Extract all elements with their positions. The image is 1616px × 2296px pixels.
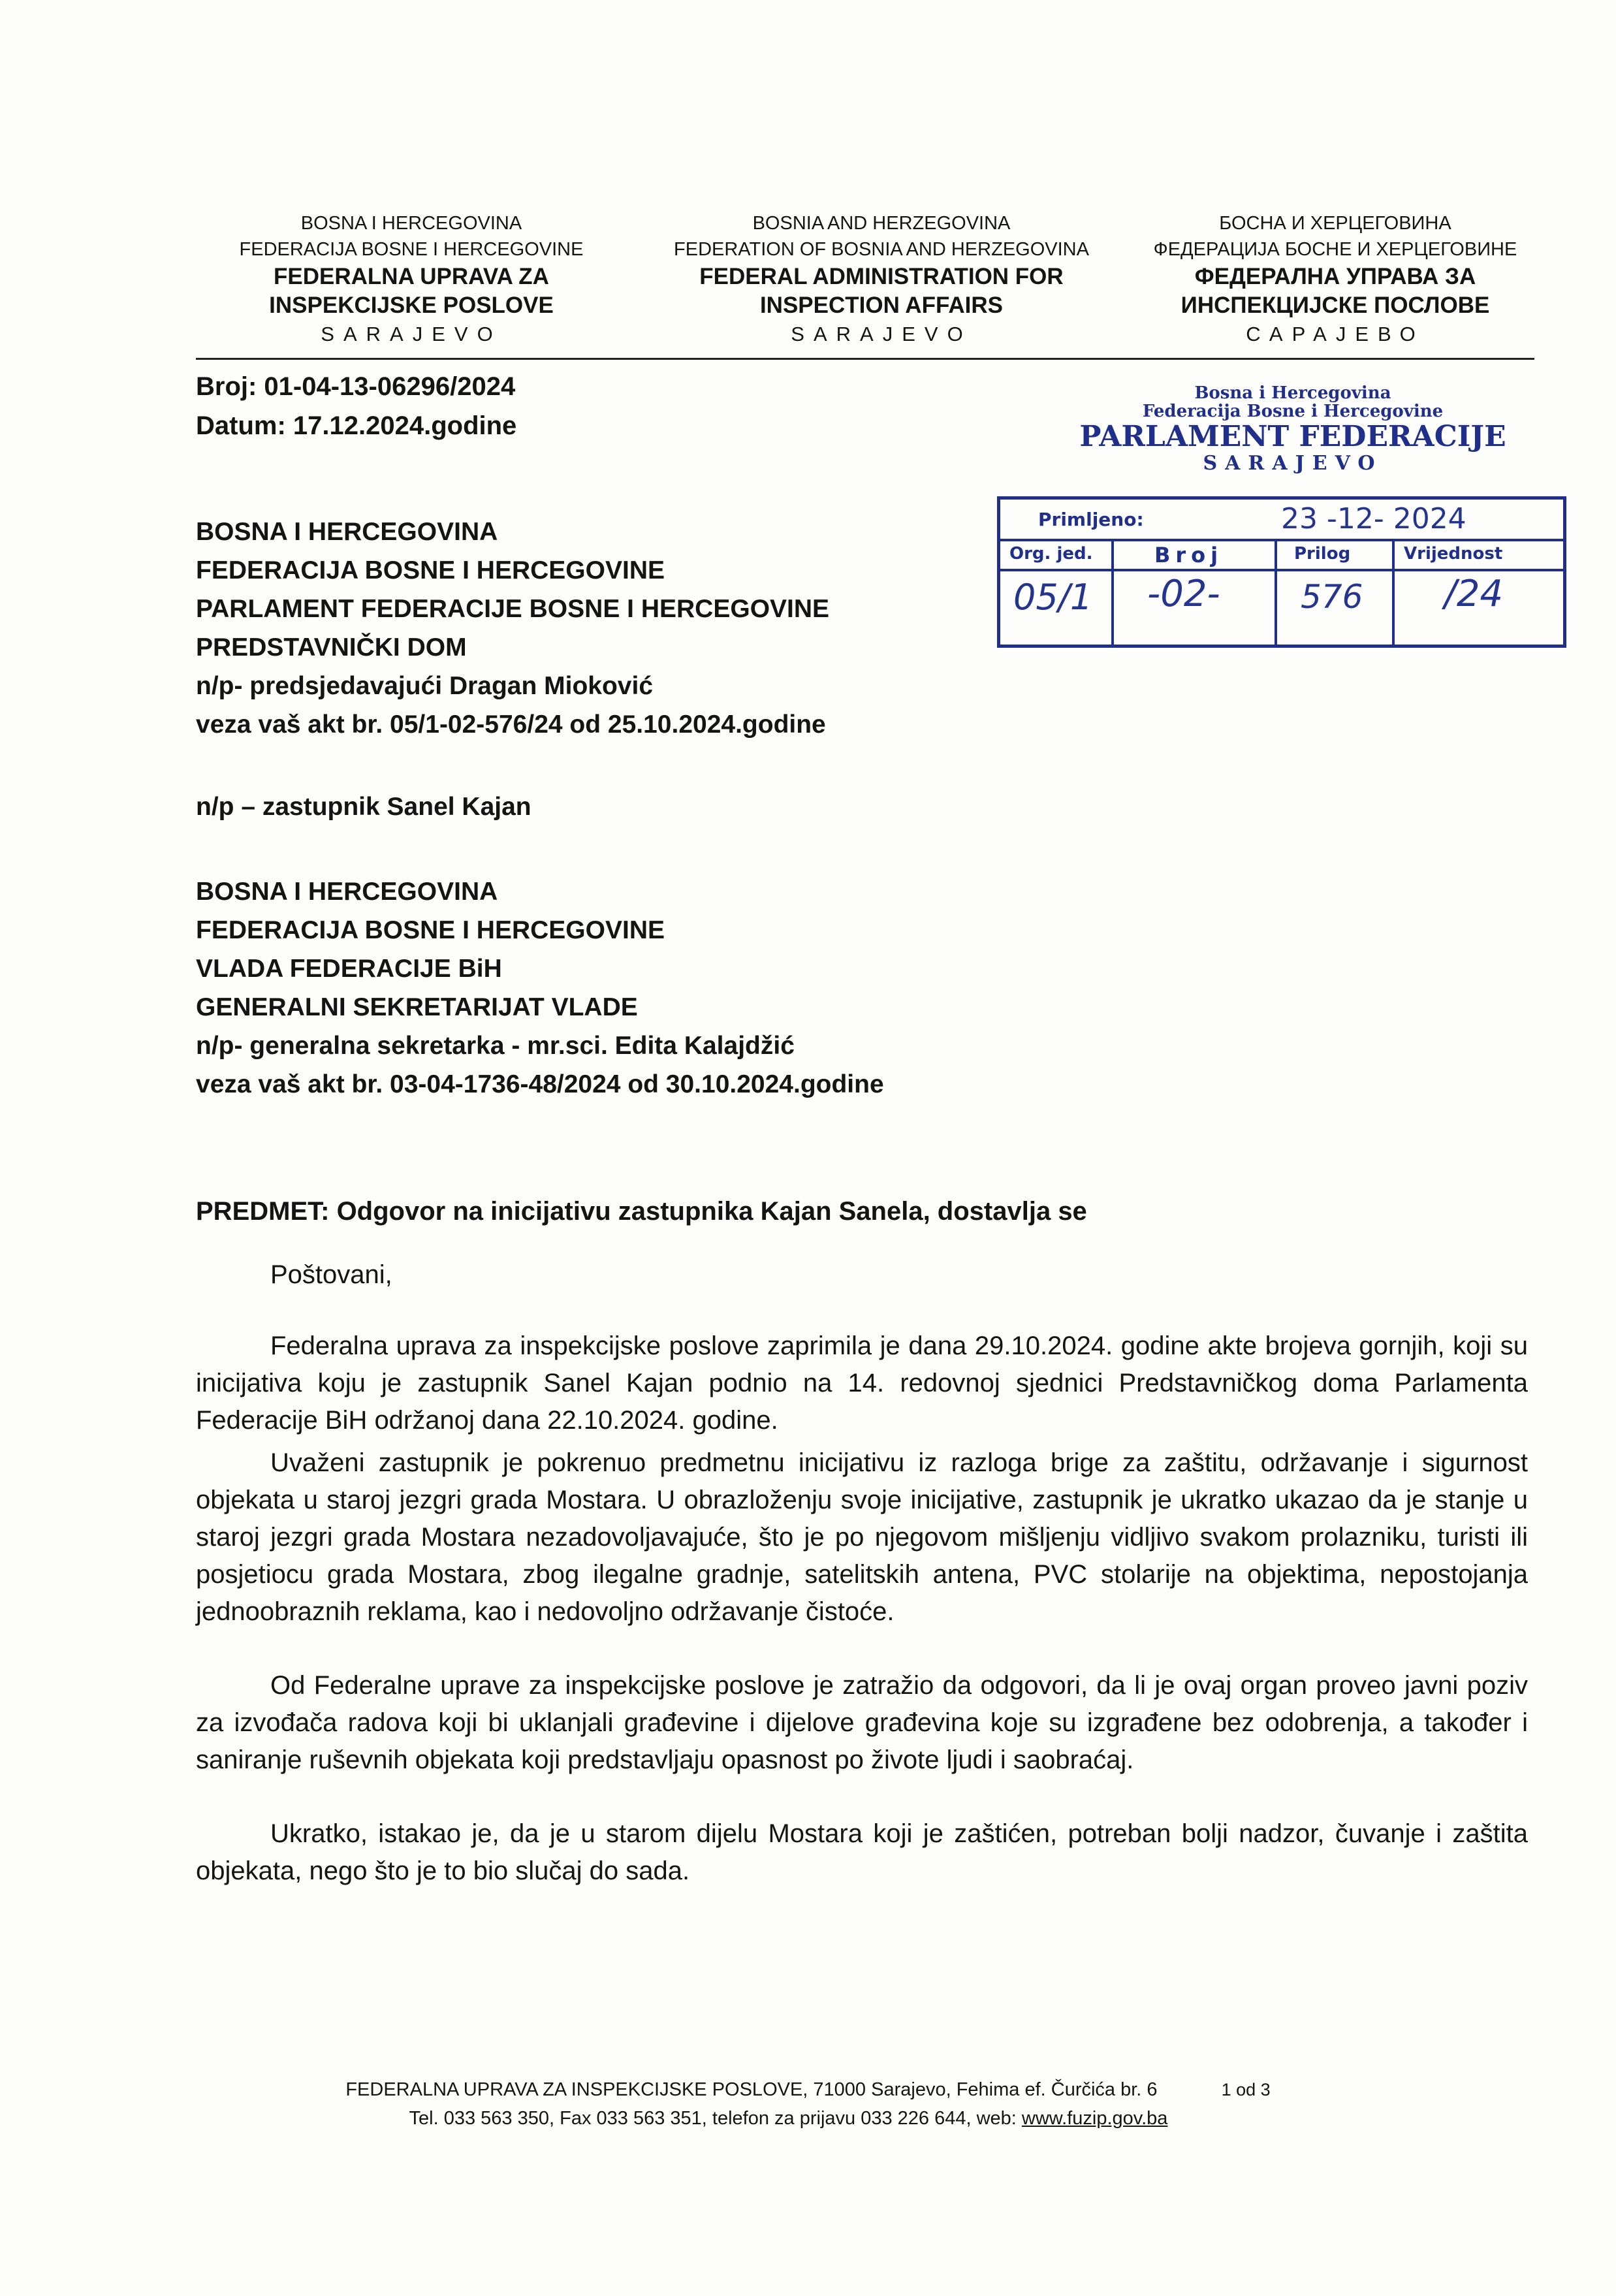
recipient-3-line-3: VLADA FEDERACIJE BiH [196,955,502,983]
letterhead-country-en: BOSNIA AND HERZEGOVINA [752,213,1011,234]
letterhead-cyrillic [1123,210,1547,349]
recipient-1-line-1: BOSNA I HERCEGOVINA [196,518,498,546]
recipient-3-line-4: GENERALNI SEKRETARIJAT VLADE [196,993,638,1021]
footer-contact: Tel. 033 563 350, Fax 033 563 351, telefon za prijavu 033 226 644, web: [409,2108,1022,2129]
letterhead-country-cyr: БОСНА И ХЕРЦЕГОВИНА [1219,213,1451,234]
reference-block [196,367,516,445]
stamp-col-vrijednost: Vrijednost [1404,544,1503,564]
footer-address: FEDERALNA UPRAVA ZA INSPEKCIJSKE POSLOVE, 71000 Sarajevo, Fehima ef. Čurčića br. 6 [345,2079,1158,2100]
salutation: Poštovani, [270,1260,392,1289]
recipient-1-line-4: PREDSTAVNIČKI DOM [196,633,467,662]
stamp-header [1045,384,1541,474]
footer-website-link[interactable]: www.fuzip.gov.ba [1021,2108,1168,2129]
letterhead-divider [196,358,1534,360]
recipient-1-line-5: n/p- predsjedavajući Dragan Mioković [196,672,654,700]
body-paragraph-1: Federalna uprava za inspekcijske poslove zaprimila je dana 29.10.2024. godine akte brojeva gornjih, koji su inicijativa koju je zastupnik Sanel Kajan podnio na 14. redovnoj sjednici Predstavničkog doma Parlamenta Federacije BiH održanoj dana 22.10.2024. godine. [196,1331,1528,1435]
stamp-col-prilog: Prilog [1294,544,1351,564]
recipient-parliament [196,513,1045,744]
stamp-col-org: Org. jed. [1009,544,1093,564]
subject-line: PREDMET: Odgovor na inicijativu zastupnika Kajan Sanela, dostavlja se [196,1197,1087,1226]
letterhead-agency-en: FEDERAL ADMINISTRATION FOR [699,264,1064,289]
letterhead-english [640,210,1123,349]
recipient-1-line-3: PARLAMENT FEDERACIJE BOSNE I HERCEGOVINE [196,595,830,623]
recipient-1-line-6: veza vaš akt br. 05/1-02-576/24 od 25.10.2024.godine [196,710,826,739]
footer-address-line [0,2075,1616,2104]
stamp-line-federation: Federacija Bosne i Hercegovine [1142,402,1444,421]
body-paragraph-3: Od Federalne uprave za inspekcijske poslove je zatražio da odgovori, da li je ovaj organ proveo javni poziv za izvođača radova koji bi uklanjali građevine i dijelove građevina koje su izgrađene bez odobrenja, a također i saniranje ruševnih objekata koji predstavljaju opasnost po živote ljudi i saobraćaj. [196,1671,1528,1774]
letterhead-country: BOSNA I HERCEGOVINA [300,213,522,234]
stamp-received-row [1000,500,1563,541]
page-number: 1 od 3 [1221,2080,1271,2099]
stamp-line-city: SARAJEVO [1203,452,1383,475]
reference-date: Datum: 17.12.2024.godine [196,411,517,440]
letterhead-agency-2: INSPEKCIJSKE POSLOVE [269,293,554,318]
stamp-line-parliament: PARLAMENT FEDERACIJE [1079,420,1506,453]
stamp-received-date: 23 -12- 2024 [1281,502,1466,535]
body-paragraph-2: Uvaženi zastupnik je pokrenuo predmetnu inicijativu iz razloga brige za zaštitu, održavanje i sigurnost objekata u staroj jezgri grada Mostara. U obrazloženju svoje inicijative, zastupnik je ukratko ukazao da je stanje u staroj jezgri grada Mostara nezadovoljavajuće, što je po njegovom mišljenju vidljivo svakom prolazniku, turisti ili posjetiocu grada Mostara, zbog ilegalne gradnje, satelitskih antena, PVC stolarije na objektima, nepostojanja jednoobraznih reklama, kao i nedovoljno održavanje čistoće. [196,1448,1528,1626]
letterhead-agency: FEDERALNA UPRAVA ZA [274,264,549,289]
letterhead-city-en: SARAJEVO [791,323,972,345]
stamp-value-prilog: 576 [1301,578,1363,616]
received-stamp [997,496,1566,648]
recipient-3-line-6: veza vaš akt br. 03-04-1736-48/2024 od 30.10.2024.godine [196,1070,884,1098]
letter-body [196,1328,1528,1890]
letterhead-federation-cyr: ФЕДЕРАЦИЈА БОСНЕ И ХЕРЦЕГОВИНЕ [1153,239,1517,260]
footer [0,2075,1616,2133]
stamp-line-country: Bosna i Hercegovina [1194,383,1391,403]
body-paragraph-4: Ukratko, istakao je, da je u starom dijelu Mostara koji je zaštićen, potreban bolji nadzor, čuvanje i zaštita objekata, nego što je to bio slučaj do sada. [196,1819,1528,1885]
letterhead-city: SARAJEVO [321,323,502,345]
stamp-value-broj: -02- [1147,573,1220,615]
letterhead-federation-en: FEDERATION OF BOSNIA AND HERZEGOVINA [674,239,1089,260]
recipient-1-line-2: FEDERACIJA BOSNE I HERCEGOVINE [196,556,665,584]
footer-contact-line [0,2104,1616,2133]
stamp-received-label: Primljeno: [1038,509,1144,530]
stamp-col-divider-1 [1111,539,1114,645]
letterhead-bosnian [215,210,607,349]
recipient-3-line-1: BOSNA I HERCEGOVINA [196,878,498,906]
letterhead-city-cyr: САРАЈЕВО [1246,323,1425,345]
recipient-2-line-1: n/p – zastupnik Sanel Kajan [196,793,531,821]
reference-number: Broj: 01-04-13-06296/2024 [196,372,516,401]
stamp-col-divider-3 [1392,539,1395,645]
letterhead-federation: FEDERACIJA BOSNE I HERCEGOVINE [239,239,584,260]
recipient-government [196,872,1175,1104]
stamp-col-broj: Broj [1154,543,1224,567]
stamp-col-divider-2 [1275,539,1277,645]
stamp-value-org: 05/1 [1013,577,1093,618]
stamp-value-vrijednost: /24 [1444,573,1504,615]
letterhead-agency-cyr-2: ИНСПЕКЦИЈСКЕ ПОСЛОВЕ [1180,293,1490,318]
letterhead-agency-cyr: ФЕДЕРАЛНА УПРАВА ЗА [1194,264,1476,289]
recipient-3-line-2: FEDERACIJA BOSNE I HERCEGOVINE [196,916,665,944]
recipient-representative [196,788,531,826]
letterhead-agency-en-2: INSPECTION AFFAIRS [759,293,1004,318]
recipient-3-line-5: n/p- generalna sekretarka - mr.sci. Edita Kalajdžić [196,1032,795,1060]
